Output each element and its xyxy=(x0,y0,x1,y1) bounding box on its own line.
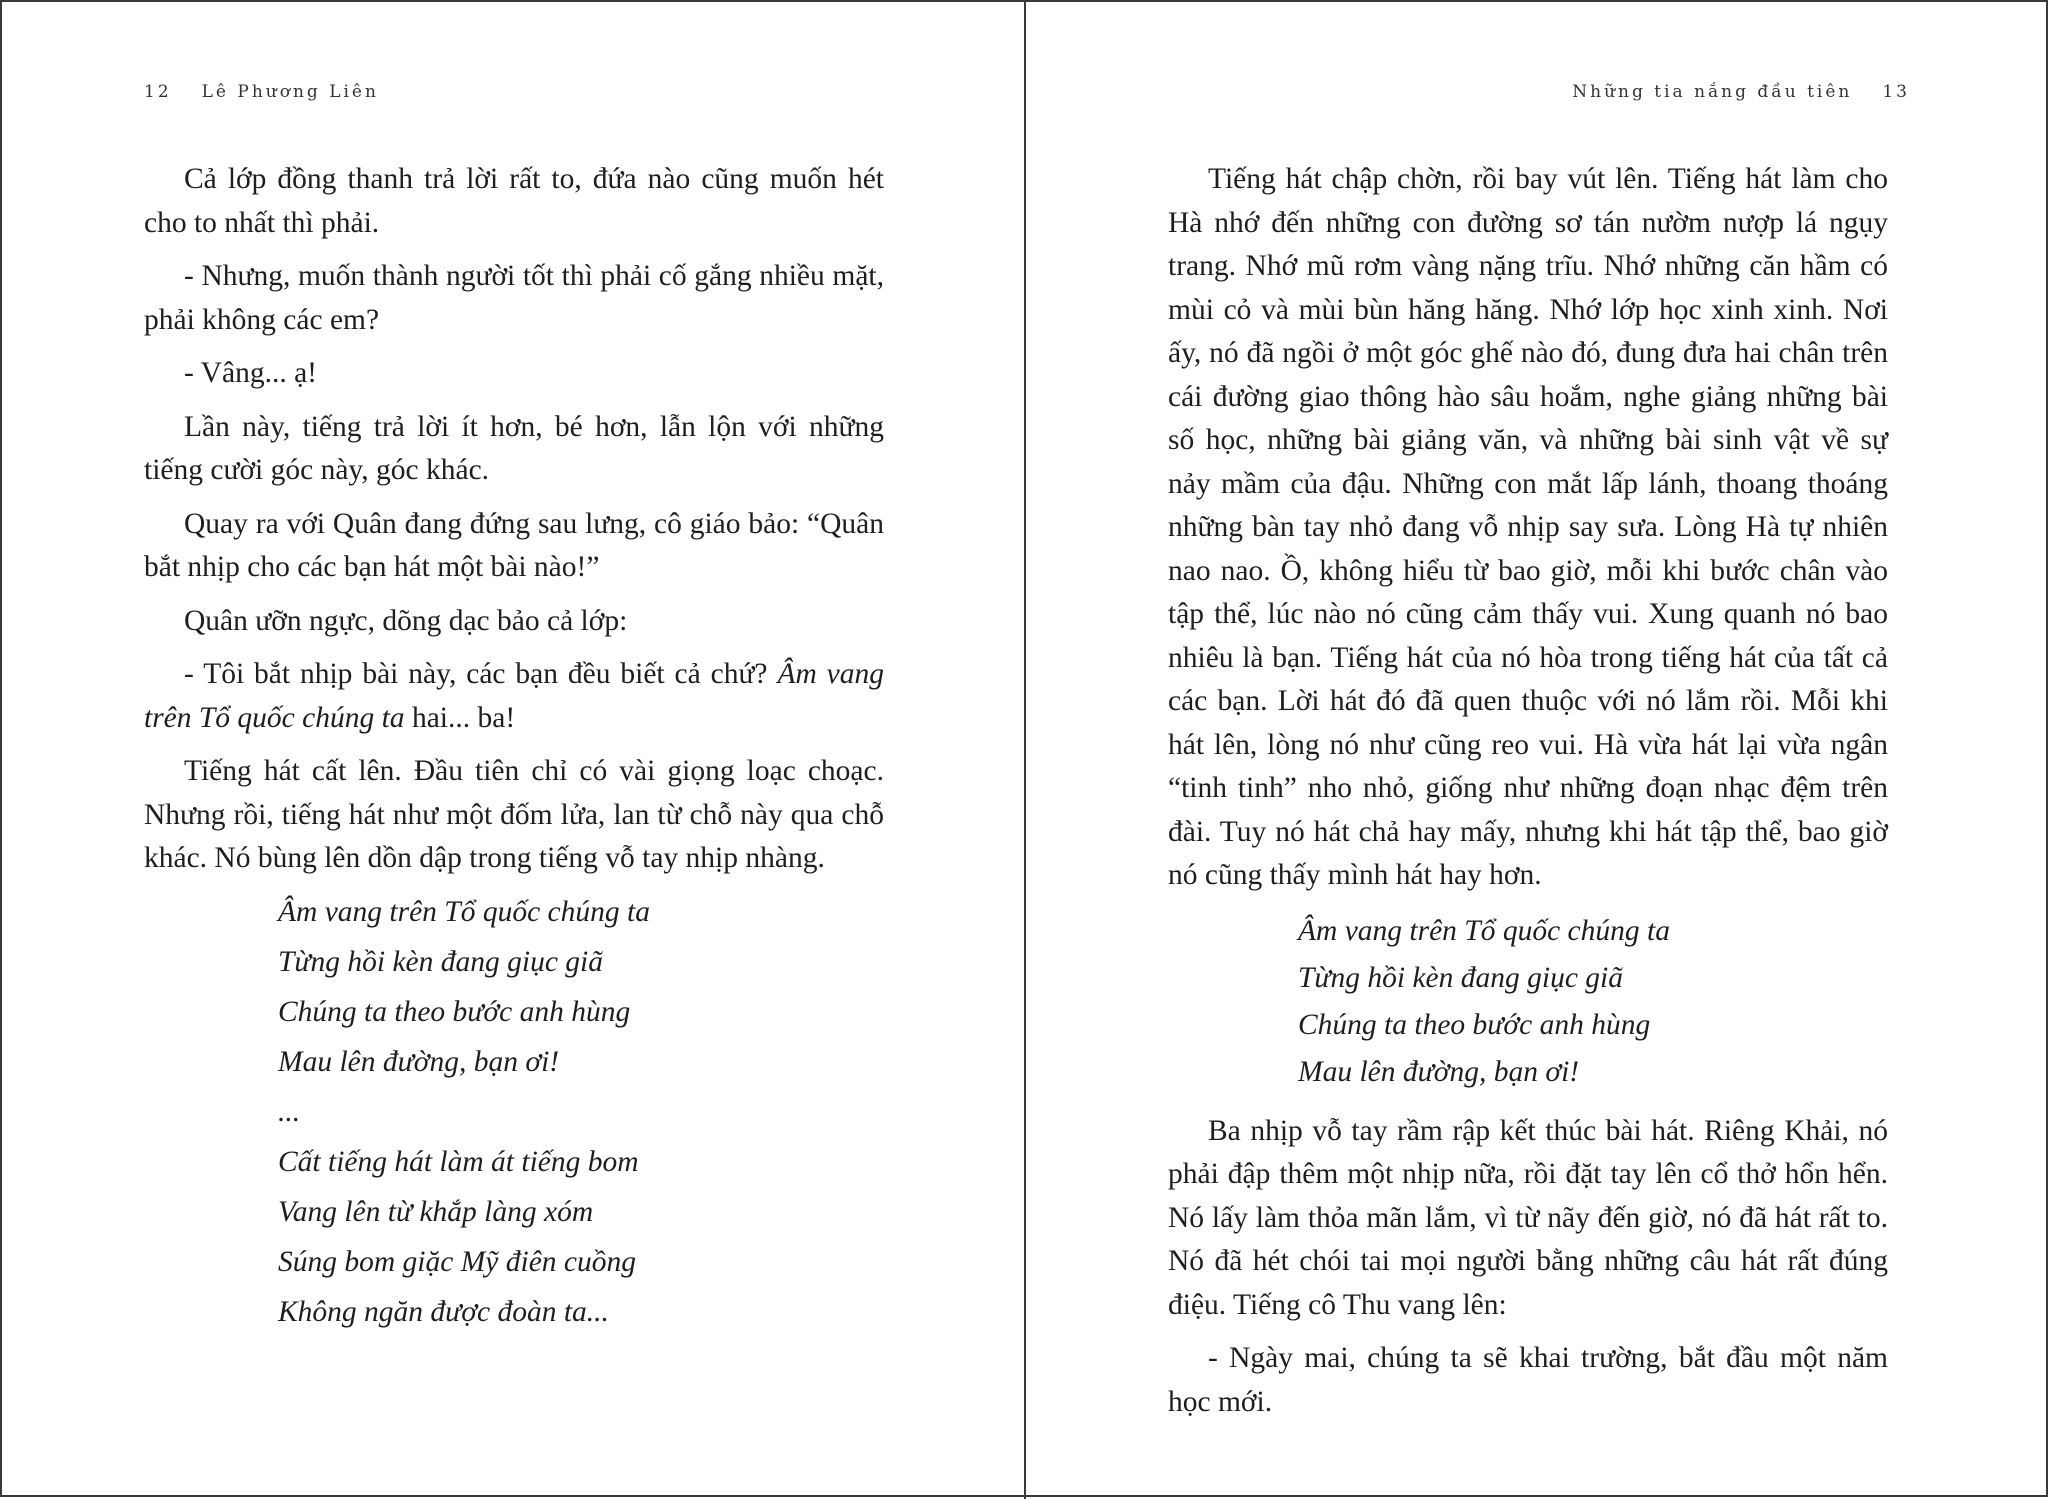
paragraph: Cả lớp đồng thanh trả lời rất to, đứa nào cũng muốn hét cho to nhất thì phải. xyxy=(144,163,884,239)
song-verse xyxy=(1168,908,1888,1096)
verse-line: Chúng ta theo bước anh hùng xyxy=(278,995,631,1028)
verse-line: Súng bom giặc Mỹ điên cuồng xyxy=(278,1245,637,1278)
paragraph: - Ngày mai, chúng ta sẽ khai trường, bắt đầu một năm học mới. xyxy=(1168,1342,1888,1418)
verse-line: Từng hồi kèn đang giục giã xyxy=(278,945,603,978)
author-name: Lê Phương Liên xyxy=(201,82,379,102)
left-page-body xyxy=(144,158,884,1351)
paragraph: Tiếng hát cất lên. Đầu tiên chỉ có vài giọng loạc choạc. Nhưng rồi, tiếng hát như một đốm lửa, lan từ chỗ này qua chỗ khác. Nó bùng lên dồn dập trong tiếng vỗ tay nhịp nhàng. xyxy=(144,755,884,874)
left-page xyxy=(2,2,1024,1499)
song-verse xyxy=(144,887,884,1337)
paragraph: - Vâng... ạ! xyxy=(184,357,317,389)
paragraph-with-song-title xyxy=(144,653,884,740)
verse-line: Cất tiếng hát làm át tiếng bom xyxy=(278,1145,639,1178)
right-page-number: 13 xyxy=(1882,82,1910,102)
verse-line: Không ngăn được đoàn ta... xyxy=(278,1295,609,1328)
verse-line: Vang lên từ khắp làng xóm xyxy=(278,1195,594,1228)
chapter-title: Những tia nắng đầu tiên xyxy=(1572,82,1853,102)
verse-line: Từng hồi kèn đang giục giã xyxy=(1298,961,1623,994)
verse-line: Mau lên đường, bạn ơi! xyxy=(1298,1055,1580,1088)
right-page-body xyxy=(1168,158,1888,1434)
paragraph: - Nhưng, muốn thành người tốt thì phải cố gắng nhiều mặt, phải không các em? xyxy=(144,260,884,336)
left-running-header xyxy=(144,82,379,102)
verse-line: Chúng ta theo bước anh hùng xyxy=(1298,1008,1651,1041)
verse-line: Âm vang trên Tổ quốc chúng ta xyxy=(1298,914,1670,947)
right-page xyxy=(1026,2,2048,1499)
left-page-number: 12 xyxy=(144,82,172,102)
verse-ellipsis: ... xyxy=(278,1095,301,1128)
paragraph: Tiếng hát chập chờn, rồi bay vút lên. Tiếng hát làm cho Hà nhớ đến những con đường sơ tán nườm nượp lá ngụy trang. Nhớ mũ rơm vàng nặng trĩu. Nhớ những căn hầm có mùi cỏ và mùi bùn hăng hăng. Nhớ lớp học xinh xinh. Nơi ấy, nó đã ngồi ở một góc ghế nào đó, đung đưa hai chân trên cái đường giao thông hào sâu hoắm, nghe giảng những bài số học, những bài giảng văn, và những bài sinh vật về sự nảy mầm của đậu. Những con mắt lấp lánh, thoang thoáng những bàn tay nhỏ đang vỗ nhịp say sưa. Lòng Hà tự nhiên nao nao. Ồ, không hiểu từ bao giờ, mỗi khi bước chân vào tập thể, lúc nào nó cũng cảm thấy vui. Xung quanh nó bao nhiêu là bạn. Tiếng hát của nó hòa trong tiếng hát của tất cả các bạn. Lời hát đó đã quen thuộc với nó lắm rồi. Mỗi khi hát lên, lòng nó như cũng reo vui. Hà vừa hát lại vừa ngân “tinh tinh” nho nhỏ, giống như những đoạn nhạc đệm trên đài. Tuy nó hát chả hay mấy, nhưng khi hát tập thể, bao giờ nó cũng thấy mình hát hay hơn. xyxy=(1168,163,1888,891)
paragraph: Lần này, tiếng trả lời ít hơn, bé hơn, lẫn lộn với những tiếng cười góc này, góc khác. xyxy=(144,410,884,486)
dialogue-text: hai... ba! xyxy=(404,701,516,734)
song-title: Âm vang trên Tổ quốc chúng ta xyxy=(144,658,885,734)
verse-line: Mau lên đường, bạn ơi! xyxy=(278,1045,560,1078)
verse-line: Âm vang trên Tổ quốc chúng ta xyxy=(278,895,650,928)
dialogue-text: - Tôi bắt nhịp bài này, các bạn đều biết cả chứ? xyxy=(184,658,778,690)
right-running-header xyxy=(1572,82,1910,102)
paragraph: Quân ưỡn ngực, dõng dạc bảo cả lớp: xyxy=(184,604,628,637)
paragraph: Ba nhịp vỗ tay rầm rập kết thúc bài hát. Riêng Khải, nó phải đập thêm một nhịp nữa, rồi đặt tay lên cổ thở hổn hển. Nó lấy làm thỏa mãn lắm, vì từ nãy đến giờ, nó đã hát rất to. Nó đã hét chói tai mọi người bằng những câu hát rất đúng điệu. Tiếng cô Thu vang lên: xyxy=(1168,1114,1888,1321)
paragraph: Quay ra với Quân đang đứng sau lưng, cô giáo bảo: “Quân bắt nhịp cho các bạn hát một bài nào!” xyxy=(144,507,884,583)
